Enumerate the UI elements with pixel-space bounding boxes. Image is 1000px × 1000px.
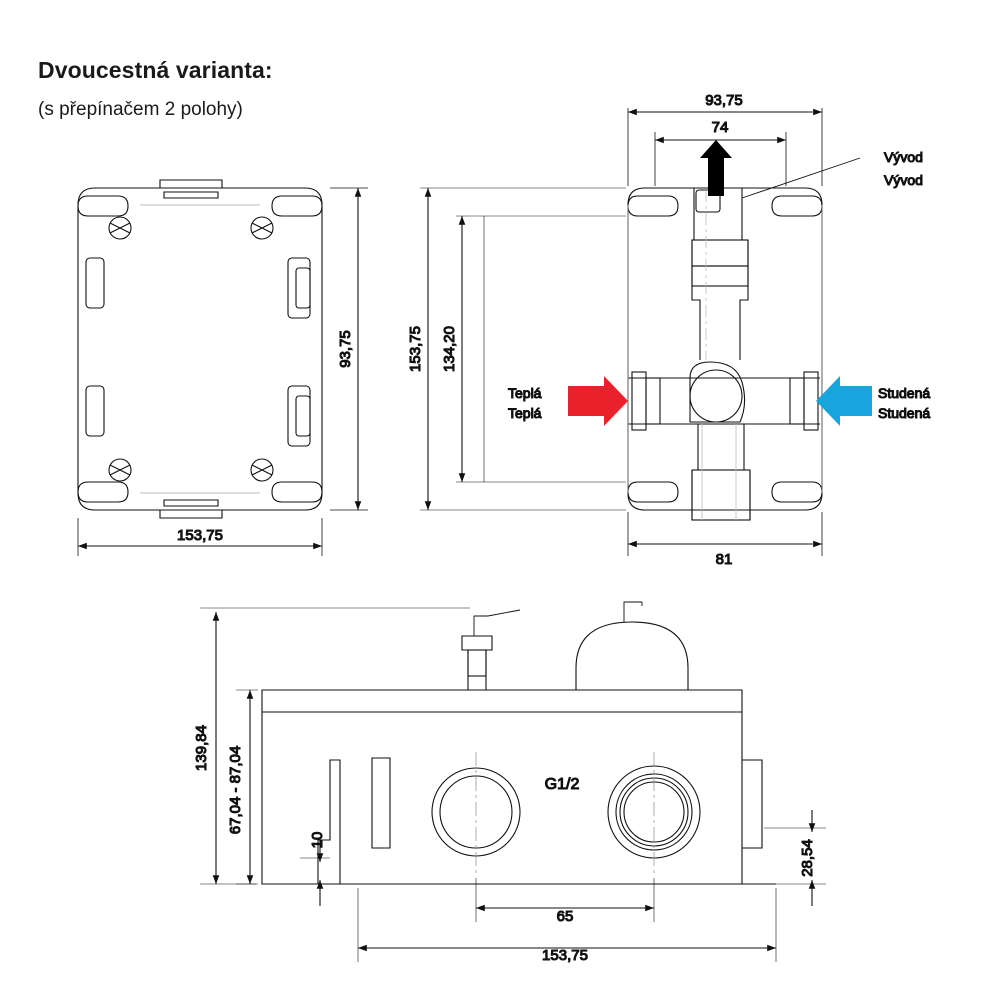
back-view-left-outer-value: 153,75: [407, 326, 424, 372]
outlet-leader-line: [742, 158, 860, 198]
section-right-height-value: 28,54: [799, 839, 816, 877]
cold-label-2: Studená: [878, 405, 931, 421]
back-view-bottom-value: 81: [715, 551, 733, 568]
section-small-offset-dim: [300, 840, 330, 906]
section-right-height-dim: [764, 810, 826, 906]
section-view-body: [262, 602, 776, 884]
hot-label-2: Teplá: [508, 405, 542, 421]
page-subtitle: (s přepínačem 2 polohy): [38, 99, 243, 120]
thread-label: G1/2: [544, 776, 580, 793]
outlet-label-2: Vývod: [884, 172, 923, 188]
cold-label-1: Studená: [878, 385, 931, 401]
page-title: Dvoucestná varianta:: [38, 57, 273, 83]
section-range-height-value: 67,04 - 87,04: [227, 745, 244, 835]
section-center-width-value: 65: [556, 908, 574, 925]
section-total-width-value: 153,75: [542, 947, 588, 964]
outlet-label-1: Vývod: [884, 149, 923, 165]
back-view-left-inner-dim: [456, 216, 626, 482]
back-view-top-inner-value: 74: [711, 119, 729, 136]
front-plate-height-value: 93,75: [337, 330, 354, 368]
section-total-height-value: 139,84: [193, 725, 210, 771]
hot-label-1: Teplá: [508, 385, 542, 401]
back-view-top-outer-value: 93,75: [705, 92, 743, 109]
back-view-body: [628, 188, 822, 520]
hot-arrow: [568, 376, 628, 426]
front-plate-body: [78, 180, 322, 518]
front-plate-width-value: 153,75: [177, 527, 223, 544]
back-view-left-inner-value: 134,20: [441, 326, 458, 372]
cold-arrow: [816, 376, 872, 426]
section-small-offset-value: 10: [309, 831, 326, 849]
back-view-bottom-dim: [628, 512, 822, 556]
